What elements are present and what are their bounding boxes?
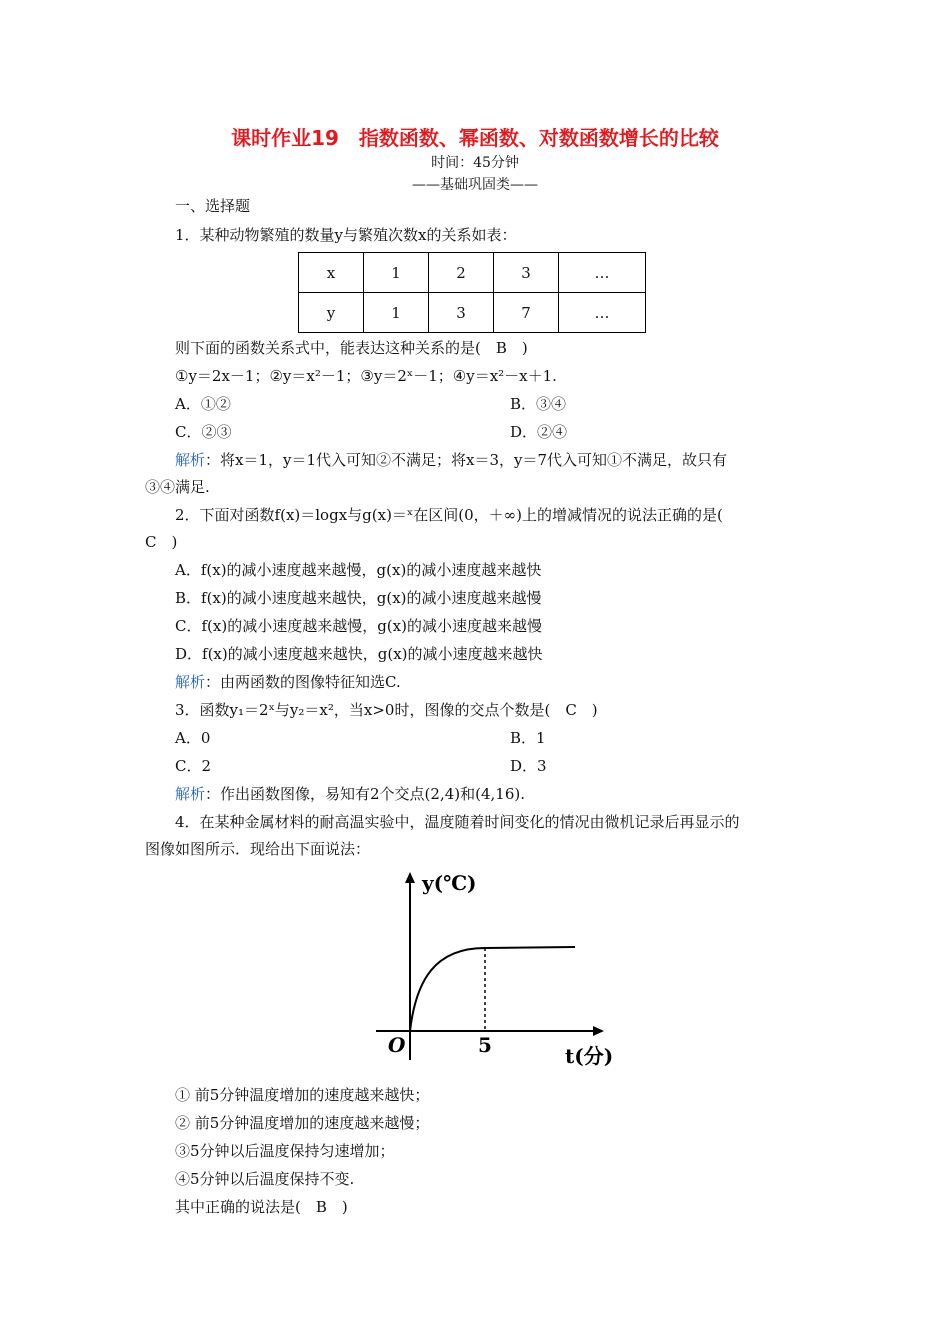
q2-option-d: D．f(x)的减小速度越来越快，g(x)的减小速度越来越快 bbox=[175, 645, 543, 663]
q1-analysis bbox=[175, 450, 727, 470]
table-row bbox=[299, 253, 646, 293]
q2-option-a: A．f(x)的减小速度越来越慢，g(x)的减小速度越来越快 bbox=[175, 561, 542, 579]
analysis-text: ：由两函数的图像特征知选C. bbox=[205, 673, 401, 691]
analysis-label: 解析 bbox=[175, 451, 206, 469]
q1-option-b: B．③④ bbox=[510, 395, 567, 413]
q3-option-b: B．1 bbox=[510, 729, 546, 747]
q3-option-d: D．3 bbox=[510, 757, 547, 775]
table-cell: 3 bbox=[494, 253, 559, 293]
analysis-label: 解析 bbox=[175, 785, 206, 803]
q4-statement-4: ④5分钟以后温度保持不变. bbox=[175, 1170, 355, 1188]
analysis-text: ：作出函数图像，易知有2个交点(2,4)和(4,16). bbox=[205, 785, 525, 803]
table-cell: 1 bbox=[364, 293, 429, 333]
q3-stem: 3．函数y₁＝2ˣ与y₂＝x²，当x>0时，图像的交点个数是( C ) bbox=[175, 701, 598, 719]
q3-option-c: C．2 bbox=[175, 757, 212, 775]
q2-stem-cont: C ) bbox=[145, 533, 178, 551]
q1-ask: 则下面的函数关系式中，能表达这种关系的是( B ) bbox=[175, 339, 528, 357]
origin-label: O bbox=[388, 1033, 406, 1057]
q2-stem: 2．下面对函数f(x)＝logx与g(x)＝ˣ在区间(0，＋∞)上的增减情况的说法正确的是( bbox=[175, 506, 723, 524]
table-row bbox=[299, 293, 646, 333]
q1-options-line: ①y＝2x－1；②y＝x²－1；③y＝2ˣ－1；④y＝x²－x＋1. bbox=[175, 367, 557, 385]
table-cell: y bbox=[299, 293, 364, 333]
x-axis-label: t(分) bbox=[565, 1044, 614, 1068]
analysis-text: ：将x＝1，y＝1代入可知②不满足；将x＝3，y＝7代入可知①不满足，故只有 bbox=[205, 451, 728, 469]
q1-stem: 1．某种动物繁殖的数量y与繁殖次数x的关系如表： bbox=[175, 226, 517, 244]
q1-table bbox=[298, 252, 646, 333]
x-axis-arrow bbox=[593, 1026, 604, 1036]
analysis-label: 解析 bbox=[175, 673, 206, 691]
page-title: 课时作业19 指数函数、幂函数、对数函数增长的比较 bbox=[231, 126, 719, 150]
table-cell: 1 bbox=[364, 253, 429, 293]
table-cell: x bbox=[299, 253, 364, 293]
q4-stem: 4．在某种金属材料的耐高温实验中，温度随着时间变化的情况由微机记录后再显示的 bbox=[175, 813, 740, 831]
table-cell: … bbox=[559, 293, 646, 333]
category-label: ——基础巩固类—— bbox=[412, 177, 538, 193]
q1-option-d: D．②④ bbox=[510, 423, 568, 441]
q1-option-a: A．①② bbox=[175, 395, 231, 413]
q4-statement-2: ② 前5分钟温度增加的速度越来越慢； bbox=[175, 1114, 430, 1132]
q4-statement-1: ① 前5分钟温度增加的速度越来越快； bbox=[175, 1086, 430, 1104]
q1-analysis-cont: ③④满足. bbox=[145, 478, 210, 496]
time-limit: 时间：45分钟 bbox=[431, 155, 519, 171]
q2-option-c: C．f(x)的减小速度越来越慢，g(x)的减小速度越来越慢 bbox=[175, 617, 542, 635]
table-cell: 2 bbox=[429, 253, 494, 293]
q2-analysis bbox=[175, 672, 401, 692]
y-axis-label: y(℃) bbox=[422, 871, 477, 895]
q3-analysis bbox=[175, 784, 525, 804]
q3-option-a: A．0 bbox=[175, 729, 211, 747]
temperature-curve bbox=[410, 947, 575, 1031]
y-axis-arrow bbox=[405, 872, 415, 883]
q4-statement-3: ③5分钟以后温度保持匀速增加； bbox=[175, 1142, 395, 1160]
table-cell: 3 bbox=[429, 293, 494, 333]
q4-ask: 其中正确的说法是( B ) bbox=[175, 1198, 348, 1216]
table-cell: 7 bbox=[494, 293, 559, 333]
q1-option-c: C．②③ bbox=[175, 423, 232, 441]
temperature-graph bbox=[360, 860, 620, 1070]
table-cell: … bbox=[559, 253, 646, 293]
q2-option-b: B．f(x)的减小速度越来越快，g(x)的减小速度越来越慢 bbox=[175, 589, 542, 607]
x-tick-label: 5 bbox=[478, 1033, 492, 1057]
section-heading: 一、选择题 bbox=[175, 197, 251, 215]
q4-stem-cont: 图像如图所示．现给出下面说法： bbox=[145, 840, 371, 858]
